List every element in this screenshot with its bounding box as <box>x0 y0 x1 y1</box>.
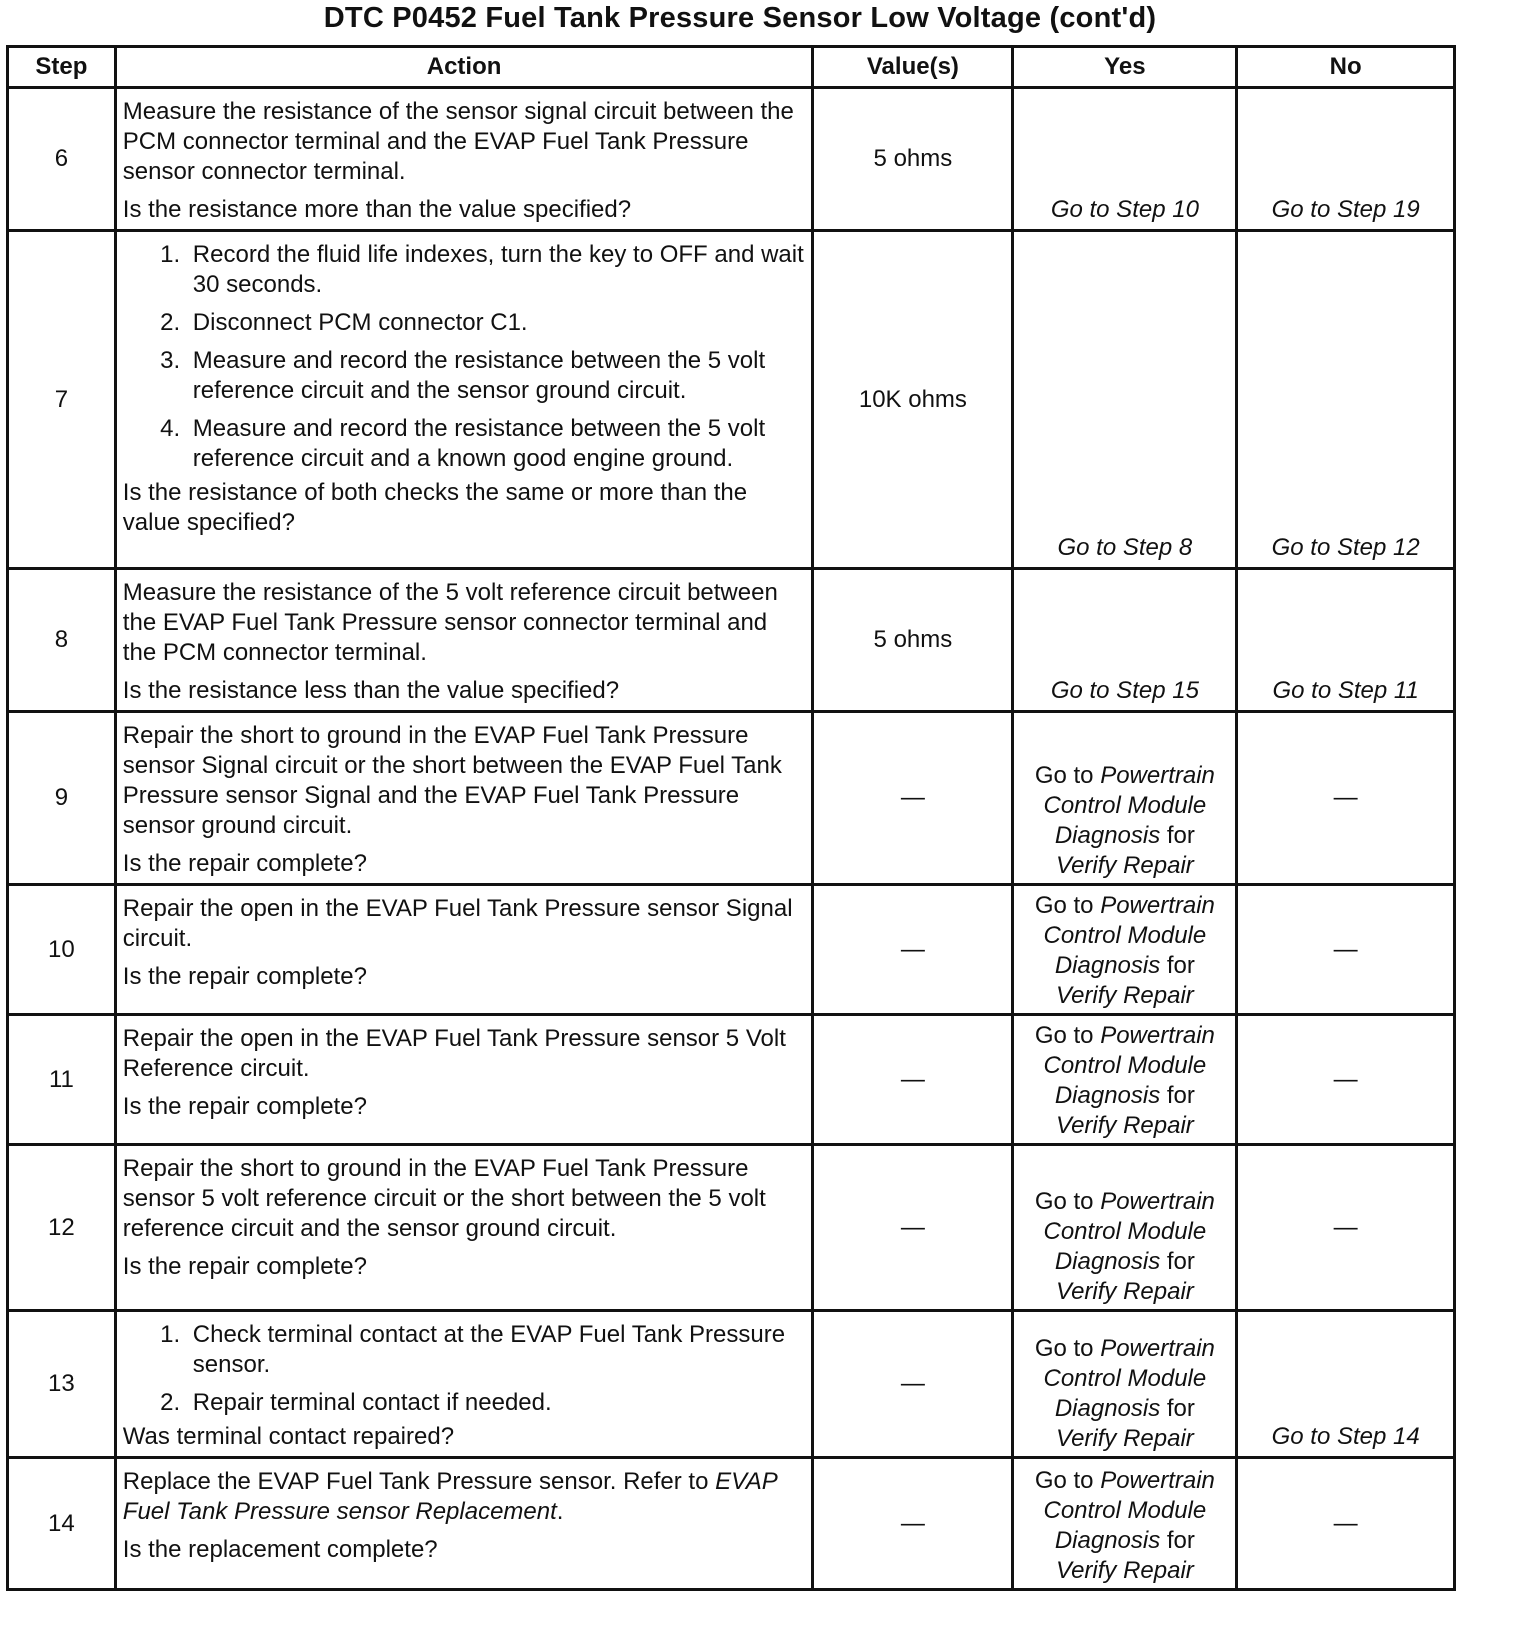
value-cell: — <box>813 885 1013 1015</box>
action-text-post: . <box>556 1498 564 1525</box>
yes-cell <box>1013 1015 1237 1145</box>
value-cell: 5 ohms <box>813 88 1013 231</box>
list-item: 4. Measure and record the resistance between the 5 volt reference circuit and a known good engine ground. <box>187 414 806 474</box>
pcm-powertrain: Powertrain <box>1100 1335 1215 1362</box>
step-number: 13 <box>8 1311 116 1458</box>
yes-cell <box>1013 1145 1237 1311</box>
pcm-diagnosis: Diagnosis <box>1054 952 1161 979</box>
action-step-list <box>123 1320 806 1418</box>
pcm-powertrain: Powertrain <box>1100 1022 1215 1049</box>
step-number: 10 <box>8 885 116 1015</box>
pcm-powertrain: Powertrain <box>1100 1188 1215 1215</box>
action-cell <box>115 569 813 712</box>
action-cell <box>115 1145 813 1311</box>
pcm-control-module: Control Module <box>1043 792 1207 819</box>
pcm-control-module: Control Module <box>1043 1497 1207 1524</box>
action-cell <box>115 1015 813 1145</box>
table-row <box>8 569 1455 712</box>
action-text: Measure the resistance of the sensor signal circuit between the PCM connector terminal and the EVAP Fuel Tank Pressure sensor connector terminal. <box>122 98 794 185</box>
list-item: 2. Disconnect PCM connector C1. <box>187 308 806 338</box>
header-values: Value(s) <box>813 47 1013 88</box>
pcm-verify-repair: Verify Repair <box>1055 852 1194 879</box>
no-cell: Go to Step 19 <box>1237 88 1455 231</box>
pcm-go-to: Go to <box>1034 1335 1094 1362</box>
action-question: Is the resistance less than the value specified? <box>122 677 620 704</box>
value-cell: — <box>813 1015 1013 1145</box>
value-cell: — <box>813 1311 1013 1458</box>
table-row <box>8 712 1455 885</box>
step-number: 12 <box>8 1145 116 1311</box>
action-step-list <box>123 240 806 474</box>
yes-cell <box>1013 1311 1237 1458</box>
no-cell: Go to Step 12 <box>1237 231 1455 569</box>
step-number: 6 <box>8 88 116 231</box>
step-number: 14 <box>8 1458 116 1590</box>
header-no: No <box>1237 47 1455 88</box>
action-text-pre: Replace the EVAP Fuel Tank Pressure sensor. Refer to <box>122 1468 716 1495</box>
pcm-diagnosis: Diagnosis <box>1054 1527 1161 1554</box>
action-cell <box>115 231 813 569</box>
no-cell: Go to Step 14 <box>1237 1311 1455 1458</box>
pcm-powertrain: Powertrain <box>1100 762 1215 789</box>
action-question: Is the resistance more than the value specified? <box>122 196 632 223</box>
action-text: Repair the open in the EVAP Fuel Tank Pressure sensor Signal circuit. <box>122 895 793 952</box>
action-text: Repair the short to ground in the EVAP Fuel Tank Pressure sensor 5 volt reference circuit or the short between the 5 volt reference circuit and the sensor ground circuit. <box>122 1155 766 1242</box>
pcm-control-module: Control Module <box>1043 922 1207 949</box>
step-number: 11 <box>8 1015 116 1145</box>
pcm-diagnosis: Diagnosis <box>1054 1395 1161 1422</box>
yes-cell <box>1013 712 1237 885</box>
pcm-verify-repair: Verify Repair <box>1055 1112 1194 1139</box>
pcm-diagnosis: Diagnosis <box>1054 1248 1161 1275</box>
no-cell: — <box>1237 1458 1455 1590</box>
action-question: Is the repair complete? <box>122 1093 367 1120</box>
table-row <box>8 1458 1455 1590</box>
pcm-control-module: Control Module <box>1043 1218 1207 1245</box>
action-cell <box>115 712 813 885</box>
pcm-for: for <box>1166 1395 1195 1422</box>
replacement-reference: EVAP Fuel Tank Pressure sensor Replacement <box>122 1468 777 1525</box>
header-step: Step <box>8 47 116 88</box>
table-header-row <box>8 47 1455 88</box>
action-cell <box>115 1311 813 1458</box>
diagnostic-table <box>6 45 1456 1591</box>
no-cell: Go to Step 11 <box>1237 569 1455 712</box>
pcm-for: for <box>1166 1248 1195 1275</box>
pcm-go-to: Go to <box>1034 762 1094 789</box>
no-cell: — <box>1237 885 1455 1015</box>
list-item: 3. Measure and record the resistance between the 5 volt reference circuit and the sensor ground circuit. <box>187 346 806 406</box>
page-title: DTC P0452 Fuel Tank Pressure Sensor Low Voltage (cont'd) <box>323 2 1157 34</box>
pcm-diagnosis: Diagnosis <box>1054 822 1161 849</box>
action-question: Was terminal contact repaired? <box>122 1423 455 1450</box>
pcm-go-to: Go to <box>1034 892 1094 919</box>
no-cell: — <box>1237 1145 1455 1311</box>
value-cell: — <box>813 1458 1013 1590</box>
pcm-control-module: Control Module <box>1043 1052 1207 1079</box>
value-cell: 10K ohms <box>813 231 1013 569</box>
list-item: 1. Record the fluid life indexes, turn the key to OFF and wait 30 seconds. <box>187 240 806 300</box>
pcm-for: for <box>1166 1082 1195 1109</box>
step-number: 7 <box>8 231 116 569</box>
list-item: 2. Repair terminal contact if needed. <box>187 1388 806 1418</box>
pcm-powertrain: Powertrain <box>1100 1467 1215 1494</box>
table-row <box>8 1311 1455 1458</box>
action-text: Repair the open in the EVAP Fuel Tank Pressure sensor 5 Volt Reference circuit. <box>122 1025 786 1082</box>
action-question: Is the repair complete? <box>122 1253 367 1280</box>
value-cell: 5 ohms <box>813 569 1013 712</box>
table-row <box>8 1145 1455 1311</box>
pcm-go-to: Go to <box>1034 1188 1094 1215</box>
no-cell: — <box>1237 1015 1455 1145</box>
yes-cell: Go to Step 15 <box>1013 569 1237 712</box>
list-item: 1. Check terminal contact at the EVAP Fuel Tank Pressure sensor. <box>187 1320 806 1380</box>
pcm-for: for <box>1166 1527 1195 1554</box>
yes-cell <box>1013 1458 1237 1590</box>
pcm-verify-repair: Verify Repair <box>1055 1425 1194 1452</box>
yes-cell: Go to Step 8 <box>1013 231 1237 569</box>
action-cell <box>115 88 813 231</box>
header-yes: Yes <box>1013 47 1237 88</box>
action-cell <box>115 1458 813 1590</box>
table-row <box>8 231 1455 569</box>
action-question: Is the resistance of both checks the same or more than the value specified? <box>122 479 748 536</box>
pcm-verify-repair: Verify Repair <box>1055 982 1194 1009</box>
value-cell: — <box>813 712 1013 885</box>
pcm-control-module: Control Module <box>1043 1365 1207 1392</box>
table-row <box>8 1015 1455 1145</box>
pcm-for: for <box>1166 952 1195 979</box>
table-row <box>8 885 1455 1015</box>
action-text: Repair the short to ground in the EVAP Fuel Tank Pressure sensor Signal circuit or the short between the EVAP Fuel Tank Pressure sensor Signal and the EVAP Fuel Tank Pressure sensor ground circuit. <box>122 722 782 839</box>
action-question: Is the repair complete? <box>122 850 367 877</box>
action-text <box>123 1467 806 1527</box>
value-cell: — <box>813 1145 1013 1311</box>
pcm-verify-repair: Verify Repair <box>1055 1557 1194 1584</box>
yes-cell <box>1013 885 1237 1015</box>
step-number: 8 <box>8 569 116 712</box>
yes-cell: Go to Step 10 <box>1013 88 1237 231</box>
pcm-powertrain: Powertrain <box>1100 892 1215 919</box>
no-cell: — <box>1237 712 1455 885</box>
action-text: Measure the resistance of the 5 volt reference circuit between the EVAP Fuel Tank Pressure sensor connector terminal and the PCM connector terminal. <box>122 579 778 666</box>
pcm-go-to: Go to <box>1034 1022 1094 1049</box>
action-question: Is the replacement complete? <box>122 1536 438 1563</box>
pcm-diagnosis: Diagnosis <box>1054 1082 1161 1109</box>
action-cell <box>115 885 813 1015</box>
pcm-for: for <box>1166 822 1195 849</box>
pcm-verify-repair: Verify Repair <box>1055 1278 1194 1305</box>
step-number: 9 <box>8 712 116 885</box>
table-row <box>8 88 1455 231</box>
action-question: Is the repair complete? <box>122 963 367 990</box>
pcm-go-to: Go to <box>1034 1467 1094 1494</box>
header-action: Action <box>115 47 813 88</box>
